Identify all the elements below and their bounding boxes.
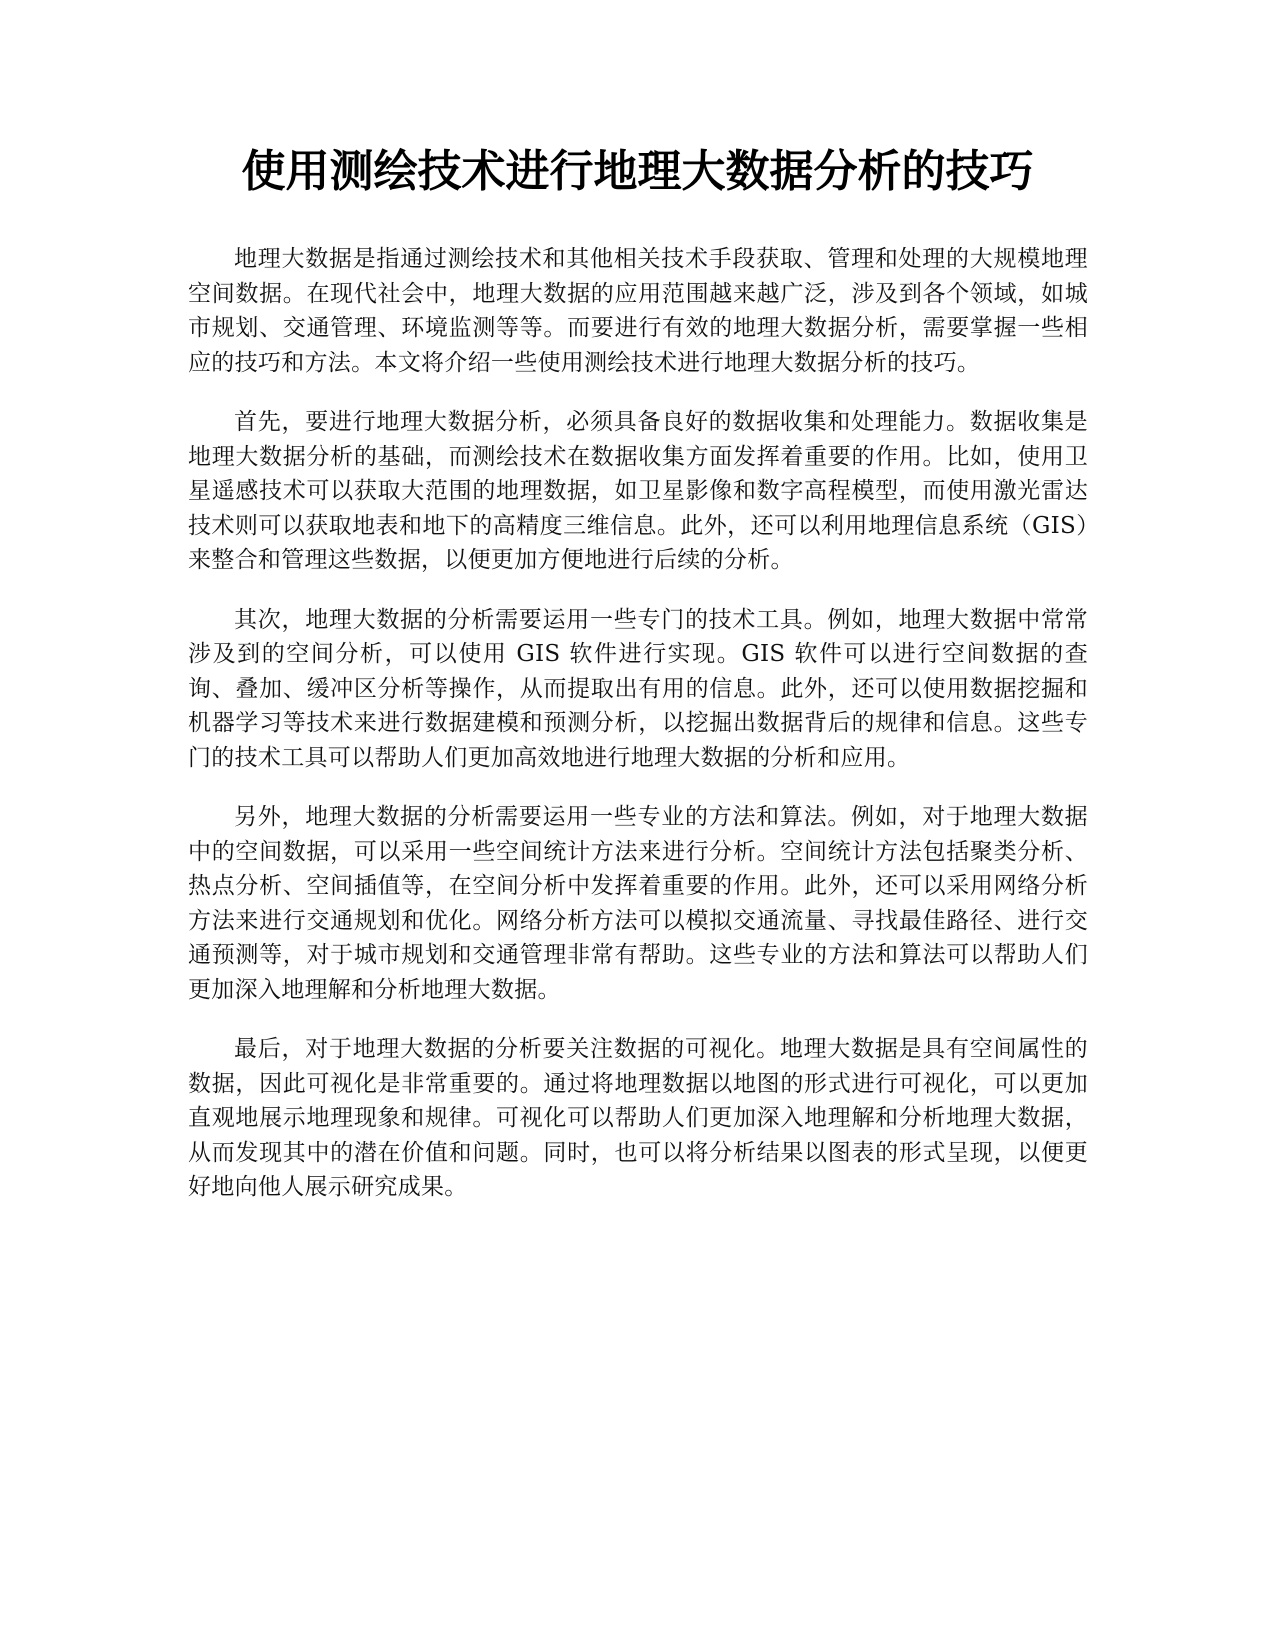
document-body	[188, 242, 1088, 1230]
paragraph-intro: 地理大数据是指通过测绘技术和其他相关技术手段获取、管理和处理的大规模地理空间数据。在现代社会中，地理大数据的应用范围越来越广泛，涉及到各个领域，如城市规划、交通管理、环境监测等等。而要进行有效的地理大数据分析，需要掌握一些相应的技巧和方法。本文将介绍一些使用测绘技术进行地理大数据分析的技巧。	[188, 246, 1088, 376]
paragraph-data-collection: 首先，要进行地理大数据分析，必须具备良好的数据收集和处理能力。数据收集是地理大数据分析的基础，而测绘技术在数据收集方面发挥着重要的作用。比如，使用卫星遥感技术可以获取大范围的地理数据，如卫星影像和数字高程模型，而使用激光雷达技术则可以获取地表和地下的高精度三维信息。此外，还可以利用地理信息系统（GIS）来整合和管理这些数据，以便更加方便地进行后续的分析。	[188, 409, 1088, 573]
document-title: 使用测绘技术进行地理大数据分析的技巧	[241, 146, 1034, 197]
paragraph-technical-tools: 其次，地理大数据的分析需要运用一些专门的技术工具。例如，地理大数据中常常涉及到的空间分析，可以使用 GIS 软件进行实现。GIS 软件可以进行空间数据的查询、叠加、缓冲区分析等操作，从而提取出有用的信息。此外，还可以使用数据挖掘和机器学习等技术来进行数据建模和预测分析，以挖掘出数据背后的规律和信息。这些专门的技术工具可以帮助人们更加高效地进行地理大数据的分析和应用。	[188, 606, 1088, 771]
paragraph-visualization: 最后，对于地理大数据的分析要关注数据的可视化。地理大数据是具有空间属性的数据，因此可视化是非常重要的。通过将地理数据以地图的形式进行可视化，可以更加直观地展示地理现象和规律。可视化可以帮助人们更加深入地理解和分析地理大数据，从而发现其中的潜在价值和问题。同时，也可以将分析结果以图表的形式呈现，以便更好地向他人展示研究成果。	[188, 1036, 1088, 1200]
paragraph-methods-algorithms: 另外，地理大数据的分析需要运用一些专业的方法和算法。例如，对于地理大数据中的空间数据，可以采用一些空间统计方法来进行分析。空间统计方法包括聚类分析、热点分析、空间插值等，在空间分析中发挥着重要的作用。此外，还可以采用网络分析方法来进行交通规划和优化。网络分析方法可以模拟交通流量、寻找最佳路径、进行交通预测等，对于城市规划和交通管理非常有帮助。这些专业的方法和算法可以帮助人们更加深入地理解和分析地理大数据。	[188, 804, 1088, 1003]
